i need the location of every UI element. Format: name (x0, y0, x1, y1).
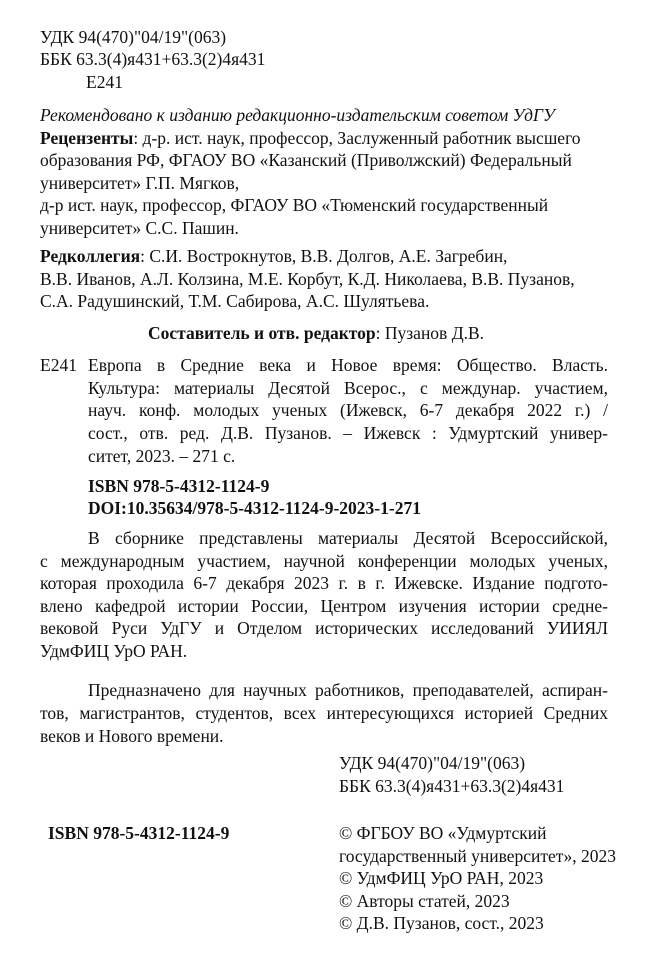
reviewers-line: университет» С.С. Пашин. (40, 218, 239, 238)
bbk-code: ББК 63.3(4)я431+63.3(2)4я431 (40, 49, 266, 69)
catalog-line: ситет, 2023. – 271 с. (88, 446, 236, 466)
audience-line: веков и Нового времени. (40, 726, 224, 746)
catalog-line: науч. конф. молодых ученых (Ижевск, 6-7 декабря 2022 г.) / (88, 400, 608, 420)
copyright-line: © Д.В. Пузанов, сост., 2023 (339, 913, 544, 933)
compiler-name: : Пузанов Д.В. (375, 323, 485, 343)
compiler-label: Составитель и отв. редактор (148, 323, 376, 343)
audience-line: Предназначено для научных работников, преподавателей, аспиран- (88, 680, 608, 700)
catalog-code: Е241 (40, 355, 77, 375)
abstract-line: УдмФИЦ УрО РАН. (40, 641, 188, 661)
catalog-isbn: ISBN 978-5-4312-1124-9 (88, 476, 270, 496)
reviewers-line: образования РФ, ФГАОУ ВО «Казанский (Приволжский) Федеральный (40, 150, 572, 170)
udk-code: УДК 94(470)"04/19"(063) (40, 27, 227, 47)
recommendation-note: Рекомендовано к изданию редакционно-издательским советом УдГУ (40, 105, 555, 125)
reviewers-label: Рецензенты (40, 128, 134, 148)
abstract-line: В сборнике представлены материалы Десятой Всероссийской, (88, 528, 608, 548)
abstract-line: вековой Руси УдГУ и Отделом исторических исследований УИИЯЛ (40, 618, 608, 638)
editorial-board-first-line (40, 245, 507, 267)
editorial-board-line: С.А. Радушинский, Т.М. Сабирова, А.С. Шулятьева. (40, 291, 430, 311)
copyright-line: государственный университет», 2023 (339, 846, 616, 866)
footer-udk-code: УДК 94(470)"04/19"(063) (339, 753, 526, 773)
catalog-line: Культура: материалы Десятой Всерос., с междунар. участием, (88, 378, 608, 398)
catalog-line: сост., отв. ред. Д.В. Пузанов. – Ижевск : Удмуртский универ- (88, 423, 608, 443)
editorial-board-label: Редколлегия (40, 246, 141, 266)
abstract-line: с международным участием, научной конференции молодых ученых, (40, 551, 608, 571)
copyright-line: © ФГБОУ ВО «Удмуртский (339, 823, 547, 843)
copyright-line: © Авторы статей, 2023 (339, 891, 510, 911)
compiler-line (148, 322, 484, 344)
reviewers-first-line (40, 127, 581, 149)
catalog-line: Европа в Средние века и Новое время: Общество. Власть. (88, 355, 608, 375)
abstract-line: которая проходила 6-7 декабря 2023 г. в г. Ижевске. Издание подгото- (40, 573, 608, 593)
editorial-board-line: В.В. Иванов, А.Л. Колзина, М.Е. Корбут, К.Д. Николаева, В.В. Пузанов, (40, 269, 575, 289)
catalog-doi: DOI:10.35634/978-5-4312-1124-9-2023-1-271 (88, 498, 421, 518)
reviewers-line: университет» Г.П. Мягков, (40, 173, 240, 193)
author-sign-code: Е241 (86, 72, 123, 92)
footer-isbn: ISBN 978-5-4312-1124-9 (48, 823, 230, 843)
footer-bbk-code: ББК 63.3(4)я431+63.3(2)4я431 (339, 776, 565, 796)
abstract-line: влено кафедрой истории России, Центром изучения истории средне- (40, 596, 608, 616)
audience-line: тов, магистрантов, студентов, всех интересующихся историей Средних (40, 703, 608, 723)
reviewers-text: : д-р. ист. наук, профессор, Заслуженный работник высшего (133, 128, 581, 148)
copyright-line: © УдмФИЦ УрО РАН, 2023 (339, 868, 544, 888)
editorial-board-text: : С.И. Вострокнутов, В.В. Долгов, А.Е. Загребин, (140, 246, 508, 266)
reviewers-line: д-р ист. наук, профессор, ФГАОУ ВО «Тюменский государственный (40, 195, 549, 215)
